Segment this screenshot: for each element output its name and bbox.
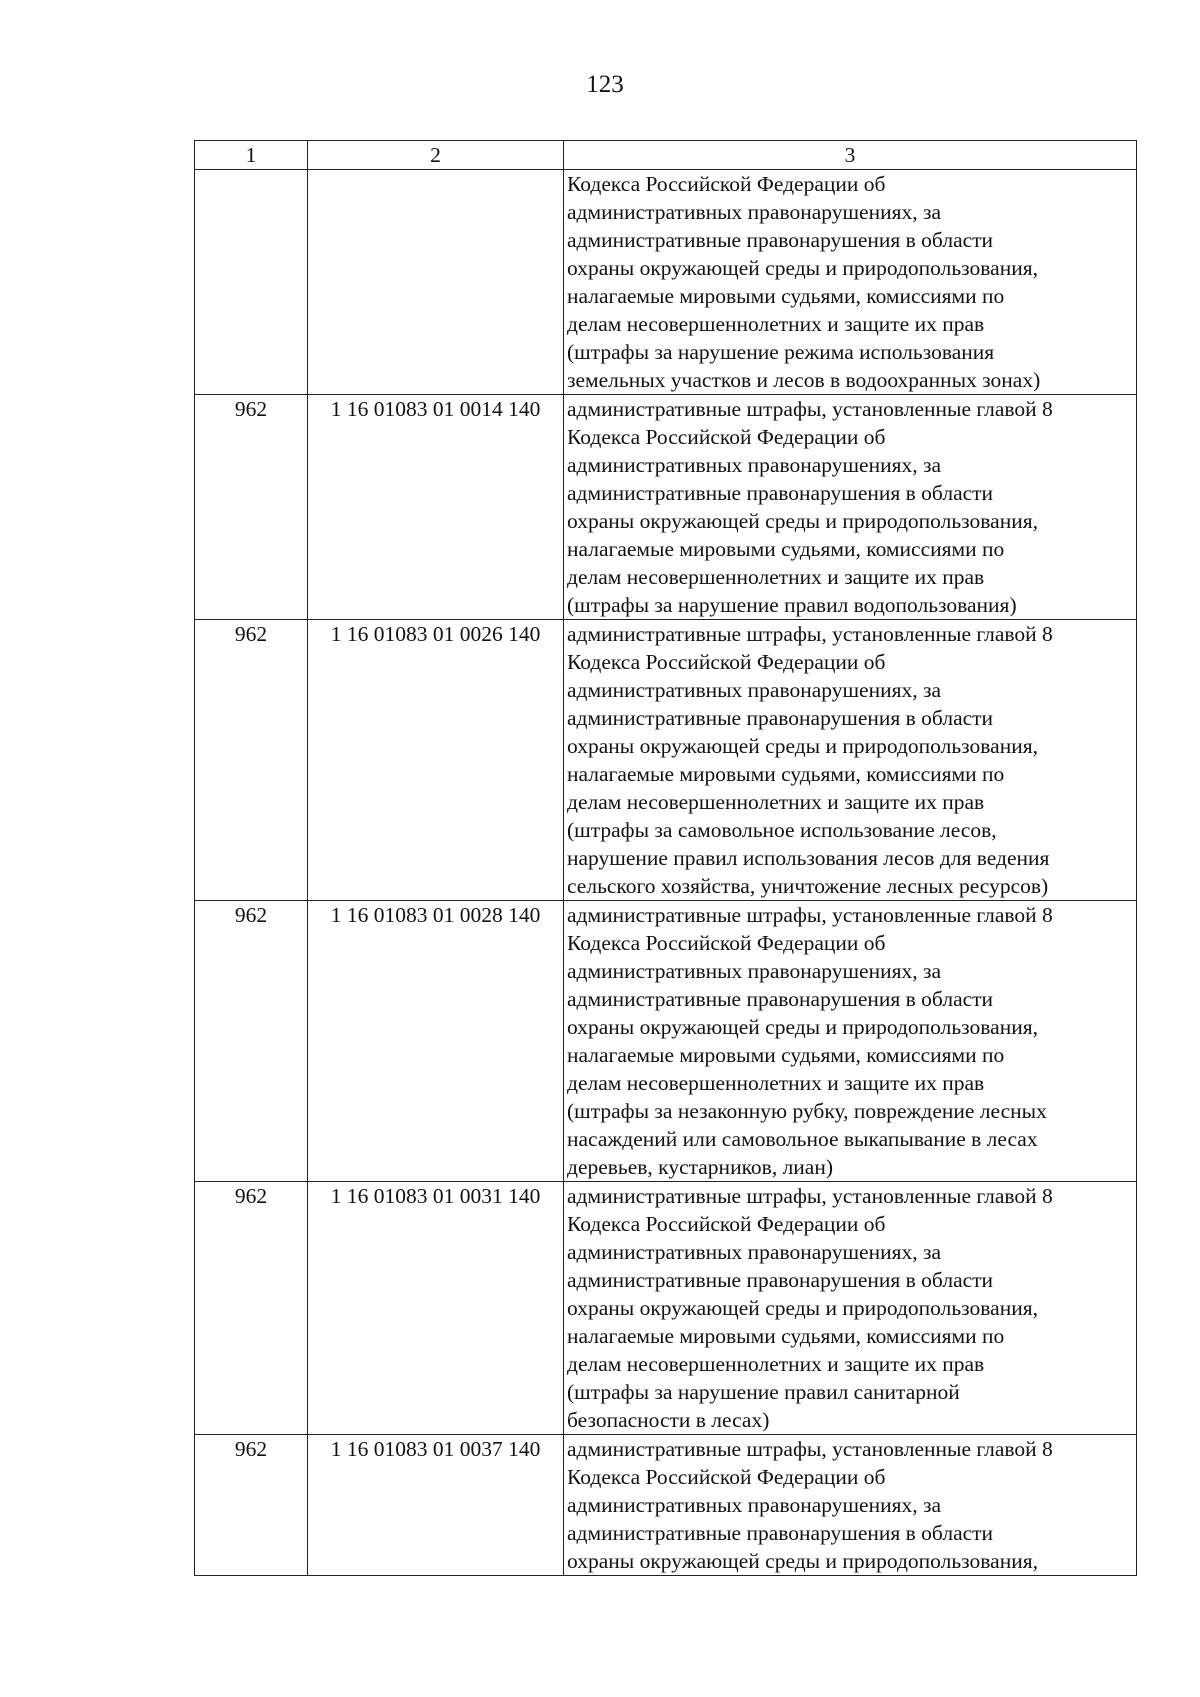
description-line: делам несовершеннолетних и защите их прав: [567, 1352, 985, 1376]
description-cell: [564, 620, 1137, 901]
revenue-code-cell: 1 16 01083 01 0031 140: [308, 1182, 564, 1435]
description-line: (штрафы за незаконную рубку, повреждение лесных: [567, 1099, 1047, 1123]
revenue-code-cell: 1 16 01083 01 0028 140: [308, 901, 564, 1182]
description-line: Кодекса Российской Федерации об: [567, 650, 886, 674]
description-line: (штрафы за самовольное использование лесов,: [567, 818, 997, 842]
description-line: административных правонарушениях, за: [567, 453, 942, 477]
column-header-2: 2: [308, 141, 564, 170]
admin-code-cell: 962: [195, 1435, 308, 1576]
description-line: Кодекса Российской Федерации об: [567, 425, 886, 449]
description-line: нарушение правил использования лесов для ведения: [567, 846, 1050, 870]
description-line: деревьев, кустарников, лиан): [567, 1155, 834, 1179]
description-line: (штрафы за нарушение правил водопользования): [567, 593, 1017, 617]
admin-code-cell: 962: [195, 901, 308, 1182]
document-table: [194, 140, 1137, 1576]
admin-code-cell: 962: [195, 395, 308, 620]
description-line: административные штрафы, установленные главой 8: [567, 622, 1053, 646]
description-line: налагаемые мировыми судьями, комиссиями по: [567, 762, 1005, 786]
revenue-code-cell: [308, 170, 564, 395]
column-header-3: 3: [564, 141, 1137, 170]
description-line: (штрафы за нарушение режима использования: [567, 340, 995, 364]
table-row: [195, 170, 1137, 395]
description-line: административных правонарушениях, за: [567, 1240, 942, 1264]
description-line: административные правонарушения в области: [567, 987, 994, 1011]
description-cell: [564, 901, 1137, 1182]
description-line: охраны окружающей среды и природопользования,: [567, 734, 1038, 758]
column-header-1: 1: [195, 141, 308, 170]
description-line: административных правонарушениях, за: [567, 959, 942, 983]
table-row: [195, 395, 1137, 620]
description-line: административные штрафы, установленные главой 8: [567, 903, 1053, 927]
description-line: административные правонарушения в области: [567, 1268, 994, 1292]
admin-code-cell: 962: [195, 1182, 308, 1435]
description-cell: [564, 170, 1137, 395]
table-header-row: [195, 141, 1137, 170]
table-row: [195, 620, 1137, 901]
description-line: административных правонарушениях, за: [567, 200, 942, 224]
description-line: административные правонарушения в области: [567, 706, 994, 730]
description-line: налагаемые мировыми судьями, комиссиями по: [567, 1043, 1005, 1067]
description-line: административные правонарушения в области: [567, 228, 994, 252]
description-line: административных правонарушениях, за: [567, 678, 942, 702]
description-line: делам несовершеннолетних и защите их прав: [567, 1071, 985, 1095]
description-line: налагаемые мировыми судьями, комиссиями по: [567, 284, 1005, 308]
table-row: [195, 1182, 1137, 1435]
description-line: земельных участков и лесов в водоохранных зонах): [567, 368, 1041, 392]
description-line: охраны окружающей среды и природопользования,: [567, 1549, 1038, 1573]
description-line: охраны окружающей среды и природопользования,: [567, 256, 1038, 280]
description-line: административные штрафы, установленные главой 8: [567, 1437, 1053, 1461]
description-line: Кодекса Российской Федерации об: [567, 1465, 886, 1489]
table-row: [195, 1435, 1137, 1576]
description-line: охраны окружающей среды и природопользования,: [567, 509, 1038, 533]
description-cell: [564, 395, 1137, 620]
description-line: административные правонарушения в области: [567, 481, 994, 505]
revenue-code-cell: 1 16 01083 01 0014 140: [308, 395, 564, 620]
description-line: Кодекса Российской Федерации об: [567, 931, 886, 955]
description-line: административных правонарушениях, за: [567, 1493, 942, 1517]
table-row: [195, 901, 1137, 1182]
admin-code-cell: [195, 170, 308, 395]
admin-code-cell: 962: [195, 620, 308, 901]
description-line: (штрафы за нарушение правил санитарной: [567, 1380, 960, 1404]
description-line: делам несовершеннолетних и защите их прав: [567, 790, 985, 814]
description-line: административные правонарушения в области: [567, 1521, 994, 1545]
page-number: 123: [586, 71, 624, 98]
description-line: насаждений или самовольное выкапывание в лесах: [567, 1127, 1038, 1151]
description-line: административные штрафы, установленные главой 8: [567, 1184, 1053, 1208]
description-line: Кодекса Российской Федерации об: [567, 1212, 886, 1236]
description-cell: [564, 1182, 1137, 1435]
description-line: Кодекса Российской Федерации об: [567, 172, 886, 196]
table-body: [195, 170, 1137, 1576]
description-line: налагаемые мировыми судьями, комиссиями по: [567, 537, 1005, 561]
revenue-code-cell: 1 16 01083 01 0026 140: [308, 620, 564, 901]
description-line: делам несовершеннолетних и защите их прав: [567, 565, 985, 589]
description-line: охраны окружающей среды и природопользования,: [567, 1015, 1038, 1039]
description-line: безопасности в лесах): [567, 1408, 770, 1432]
description-line: административные штрафы, установленные главой 8: [567, 397, 1053, 421]
description-line: делам несовершеннолетних и защите их прав: [567, 312, 985, 336]
description-line: охраны окружающей среды и природопользования,: [567, 1296, 1038, 1320]
description-line: сельского хозяйства, уничтожение лесных ресурсов): [567, 874, 1049, 898]
revenue-code-cell: 1 16 01083 01 0037 140: [308, 1435, 564, 1576]
description-line: налагаемые мировыми судьями, комиссиями по: [567, 1324, 1005, 1348]
description-cell: [564, 1435, 1137, 1576]
